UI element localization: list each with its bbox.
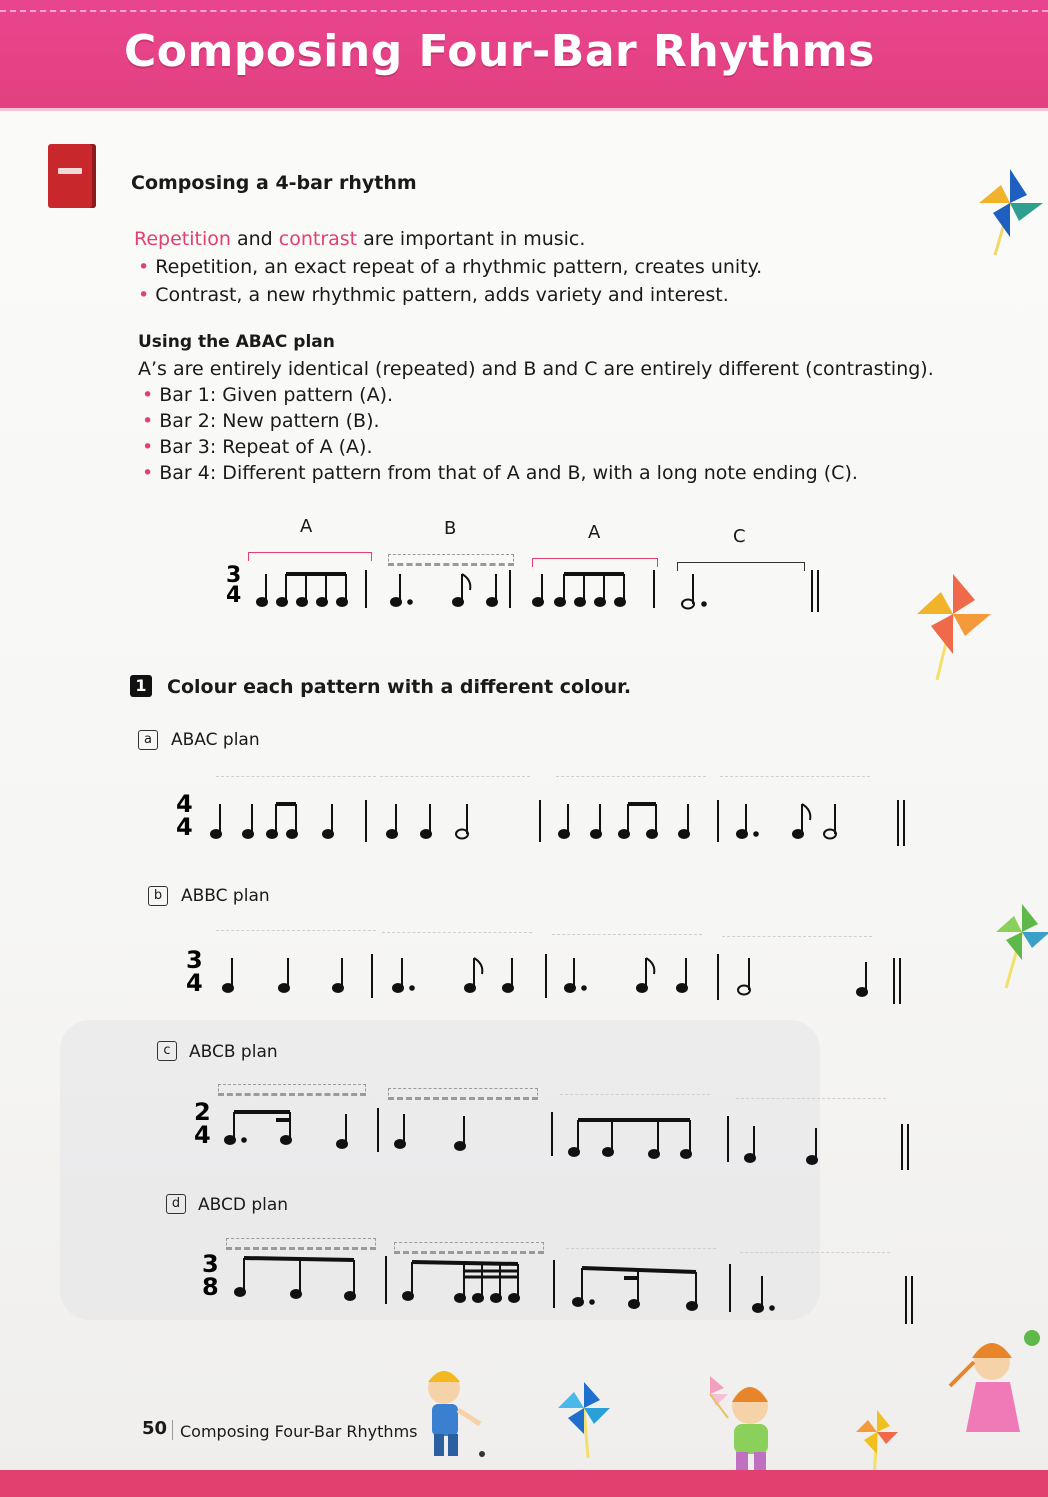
item-a-plan: ABAC plan bbox=[171, 730, 260, 750]
item-c-plan: ABCB plan bbox=[189, 1042, 278, 1062]
pinwheel-icon bbox=[975, 165, 1045, 255]
abac-bar-2-text: Bar 2: New pattern (B). bbox=[159, 410, 380, 432]
item-b-time-bottom: 4 bbox=[186, 969, 203, 997]
page-title: Composing Four-Bar Rhythms bbox=[124, 26, 875, 77]
pinwheel-icon bbox=[992, 900, 1048, 990]
abac-bar-2: • Bar 2: New pattern (B). bbox=[142, 410, 380, 432]
banner-stitching bbox=[0, 10, 1048, 12]
item-b-time-top: 3 bbox=[186, 946, 203, 974]
bottom-strip bbox=[0, 1470, 1048, 1497]
bullet-contrast-text: Contrast, a new rhythmic pattern, adds variety and interest. bbox=[155, 284, 729, 306]
pinwheel-icon bbox=[915, 570, 995, 680]
item-d-plan: ABCD plan bbox=[198, 1195, 289, 1215]
footer-separator bbox=[172, 1420, 173, 1440]
pinwheel-icon bbox=[554, 1378, 614, 1458]
item-a-guide-4 bbox=[720, 776, 870, 777]
item-d-guide-3 bbox=[566, 1248, 716, 1249]
item-d-time-top: 3 bbox=[202, 1250, 219, 1278]
footer-title: Composing Four-Bar Rhythms bbox=[180, 1422, 418, 1441]
item-d-letter: d bbox=[166, 1194, 186, 1214]
abac-time-bottom: 4 bbox=[226, 583, 242, 608]
item-d-rhythm bbox=[198, 1250, 938, 1330]
item-d-bracket-1 bbox=[226, 1238, 376, 1250]
exercise-instruction: Colour each pattern with a different colour. bbox=[167, 676, 632, 698]
page-number: 50 bbox=[142, 1418, 168, 1439]
exercise-number: 1 bbox=[130, 675, 152, 697]
item-c-time-top: 2 bbox=[194, 1098, 211, 1126]
item-b-letter: b bbox=[148, 886, 168, 906]
keyword-contrast: contrast bbox=[278, 228, 358, 250]
abac-bar-4: • Bar 4: Different pattern from that of A and B, with a long note ending (C). bbox=[142, 462, 858, 484]
bullet-contrast: • Contrast, a new rhythmic pattern, adds variety and interest. bbox=[138, 284, 729, 306]
item-d-time-bottom: 8 bbox=[202, 1273, 219, 1301]
bullet-repetition-text: Repetition, an exact repeat of a rhythmic pattern, creates unity. bbox=[155, 256, 763, 278]
item-a-guide-1 bbox=[216, 776, 376, 777]
item-b-rhythm bbox=[182, 944, 922, 1014]
abac-bar-4-text: Bar 4: Different pattern from that of A and B, with a long note ending (C). bbox=[159, 462, 858, 484]
abac-heading: Using the ABAC plan bbox=[138, 332, 335, 352]
bullet-repetition: • Repetition, an exact repeat of a rhythmic pattern, creates unity. bbox=[138, 256, 763, 278]
abac-description: A’s are entirely identical (repeated) and B and C are entirely different (contrasting). bbox=[138, 358, 934, 380]
pinwheel-icon bbox=[852, 1408, 902, 1478]
item-a-guide-3 bbox=[556, 776, 706, 777]
item-a-guide-2 bbox=[380, 776, 530, 777]
abac-bar-3-text: Bar 3: Repeat of A (A). bbox=[159, 436, 373, 458]
section-heading: Composing a 4-bar rhythm bbox=[131, 172, 417, 194]
item-b-guide-2 bbox=[382, 932, 532, 933]
item-b-plan: ABBC plan bbox=[181, 886, 270, 906]
section-label-c: C bbox=[733, 526, 746, 547]
intro-rest: are important in music. bbox=[357, 228, 586, 250]
intro-line bbox=[134, 228, 585, 250]
item-a-time-bottom: 4 bbox=[176, 813, 193, 841]
item-c-guide-3 bbox=[560, 1094, 710, 1095]
item-b-guide-4 bbox=[722, 936, 872, 937]
item-c-letter: c bbox=[157, 1041, 177, 1061]
item-b-guide-1 bbox=[216, 930, 376, 931]
item-c-rhythm bbox=[190, 1098, 930, 1178]
child-illustration-girl-pink bbox=[940, 1332, 1040, 1442]
section-label-b: B bbox=[444, 518, 457, 539]
abac-bar-3: • Bar 3: Repeat of A (A). bbox=[142, 436, 373, 458]
item-c-time-bottom: 4 bbox=[194, 1121, 211, 1149]
item-a-time-top: 4 bbox=[176, 790, 193, 818]
section-label-a1: A bbox=[300, 516, 313, 537]
abac-bar-1-text: Bar 1: Given pattern (A). bbox=[159, 384, 394, 406]
item-c-bracket-1 bbox=[218, 1084, 366, 1096]
section-label-a2: A bbox=[588, 522, 601, 543]
abac-time-top: 3 bbox=[226, 563, 242, 588]
child-illustration-boy bbox=[410, 1362, 490, 1472]
abac-bar-1: • Bar 1: Given pattern (A). bbox=[142, 384, 394, 406]
abac-example-rhythm bbox=[222, 560, 822, 620]
intro-and: and bbox=[230, 228, 279, 250]
item-b-guide-3 bbox=[552, 934, 702, 935]
item-a-rhythm bbox=[172, 790, 912, 860]
book-icon bbox=[48, 144, 96, 208]
item-a-letter: a bbox=[138, 730, 158, 750]
keyword-repetition: Repetition bbox=[134, 228, 231, 250]
